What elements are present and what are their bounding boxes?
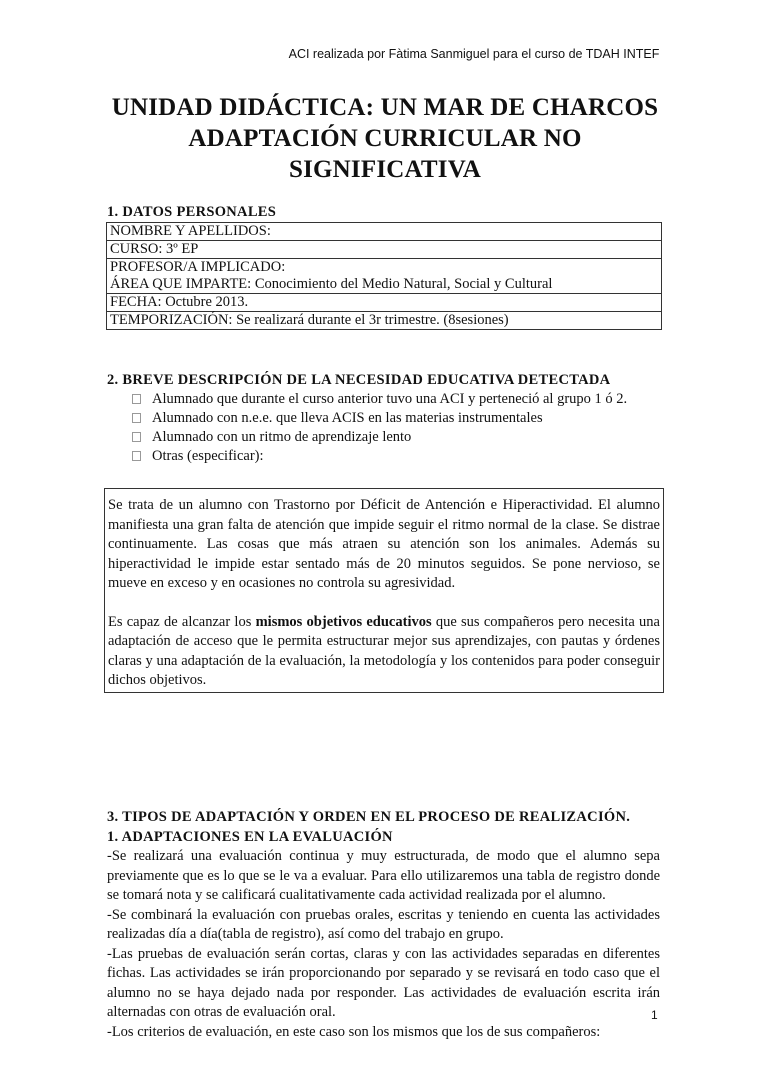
section-1-heading: 1. DATOS PERSONALES [107, 204, 277, 220]
checkbox-icon[interactable] [132, 451, 141, 461]
section-3-paragraph: -Las pruebas de evaluación serán cortas, claras y con las actividades separadas en diferentes fichas. Las actividades se irán proporcionando por separado y se revisará en todo caso que el alumno no se haya dejado nada por responder. Las actividades de evaluación escrita irán alternadas con otras de evaluación oral. [107, 945, 660, 1020]
checkbox-icon[interactable] [132, 394, 141, 404]
data-row-name: NOMBRE Y APELLIDOS: [107, 223, 662, 241]
section-3-paragraph: -Los criterios de evaluación, en este caso son los mismos que los de sus compañeros: [107, 1023, 601, 1040]
data-row-area: ÁREA QUE IMPARTE: Conocimiento del Medio Natural, Social y Cultural [107, 276, 662, 294]
section-2-heading: 2. BREVE DESCRIPCIÓN DE LA NECESIDAD EDUCATIVA DETECTADA [107, 372, 611, 388]
section-3-subheading: 1. ADAPTACIONES EN LA EVALUACIÓN [107, 828, 393, 845]
checkbox-icon[interactable] [132, 432, 141, 442]
data-row-course: CURSO: 3º EP [107, 241, 662, 259]
document-title [110, 92, 660, 185]
needs-checklist [132, 390, 662, 466]
section-3-paragraph: -Se realizará una evaluación continua y muy estructurada, de modo que el alumno sepa previamente que es lo que se le va a evaluar. Para ello utilizaremos una tabla de registro donde se tomará nota y se calificará cualitativamente cada actividad realizada por el alumno. [107, 848, 660, 903]
section-3-heading: 3. TIPOS DE ADAPTACIÓN Y ORDEN EN EL PROCESO DE REALIZACIÓN. [107, 809, 631, 825]
bold-objectives: mismos objetivos educativos [255, 613, 432, 630]
title-line-3: SIGNIFICATIVA [288, 156, 481, 183]
data-row-date: FECHA: Octubre 2013. [107, 294, 662, 312]
description-paragraph-1: Se trata de un alumno con Trastorno por Déficit de Antención e Hiperactividad. El alumno manifiesta una gran falta de atención que impide seguir el ritmo normal de la clase. Se distrae continuamente. Las cosas que más atraen su atención son los animales. Además su hiperactividad le impide estar sentado más de 20 minutos seguidos. Se pone nervioso, se mueve en exceso y en ocasiones no controla su agresividad. [108, 497, 660, 591]
title-line-2: ADAPTACIÓN CURRICULAR NO [188, 125, 582, 152]
title-line-1: UNIDAD DIDÁCTICA: UN MAR DE CHARCOS [111, 94, 659, 121]
checklist-item: Alumnado con n.e.e. que lleva ACIS en las materias instrumentales [132, 409, 662, 428]
section-3-paragraph: -Se combinará la evaluación con pruebas orales, escritas y teniendo en cuenta las actividades realizadas día a día(tabla de registro), así como del trabajo en grupo. [107, 906, 660, 942]
section-3 [107, 808, 660, 1042]
data-row-teacher: PROFESOR/A IMPLICADO: [107, 259, 662, 277]
description-paragraph-2: Es capaz de alcanzar los mismos objetivos educativos que sus compañeros pero necesita una adaptación de acceso que le permita estructurar mejor sus aprendizajes, con pautas y órdenes claras y una adaptación de la evaluación, la metodología y los contenidos para poder conseguir dichos objetivos. [108, 613, 660, 688]
page-number: 1 [651, 1008, 658, 1022]
data-row-timing: TEMPORIZACIÓN: Se realizará durante el 3r trimestre. (8sesiones) [107, 312, 662, 330]
checkbox-icon[interactable] [132, 413, 141, 423]
page-header-note: ACI realizada por Fàtima Sanmiguel para el curso de TDAH INTEF [288, 47, 660, 61]
personal-data-table [106, 222, 662, 330]
checklist-item: Otras (especificar): [132, 447, 662, 466]
description-box [104, 488, 664, 693]
checklist-item: Alumnado que durante el curso anterior tuvo una ACI y perteneció al grupo 1 ó 2. [132, 390, 662, 409]
checklist-item: Alumnado con un ritmo de aprendizaje lento [132, 428, 662, 447]
